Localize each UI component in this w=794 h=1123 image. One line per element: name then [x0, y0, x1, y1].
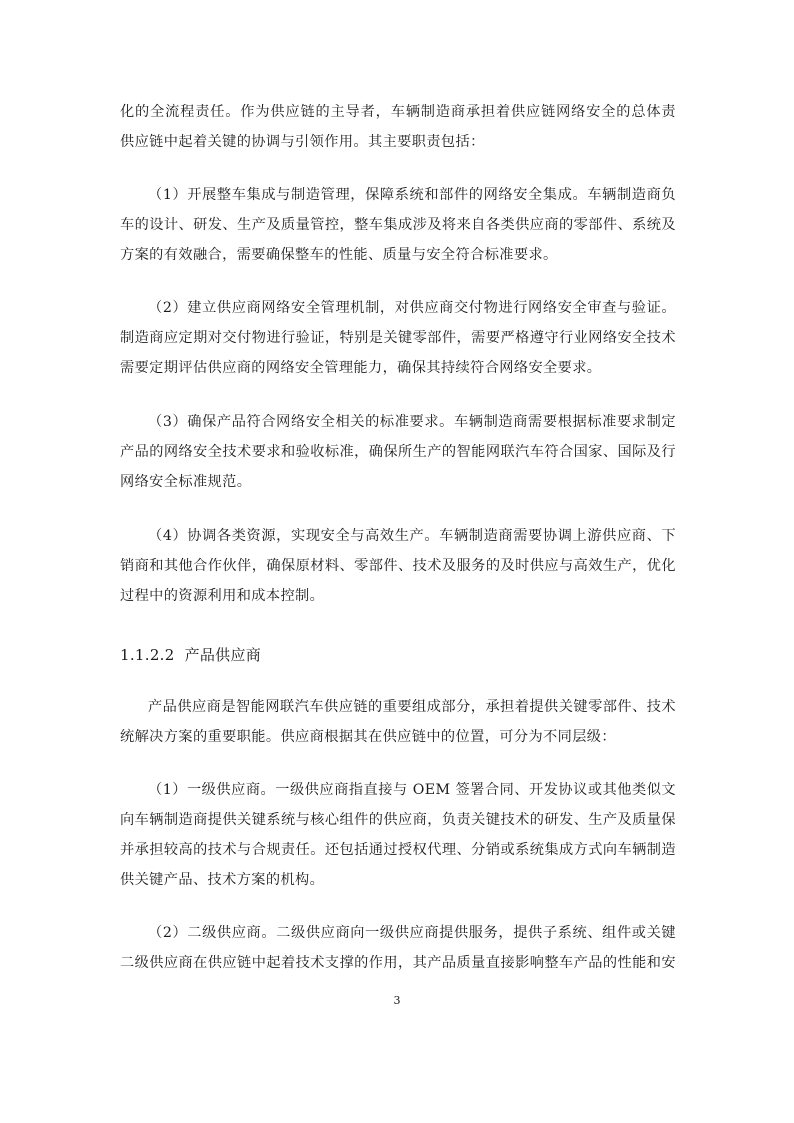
- paragraph-line: （1）一级供应商。一级供应商指直接与 OEM 签署合同、开发协议或其他类似文: [148, 782, 676, 798]
- paragraph-line: 销商和其他合作伙伴，确保原材料、零部件、技术及服务的及时供应与高效生产，优化: [120, 558, 676, 574]
- paragraph-line: 产品供应商是智能网联汽车供应链的重要组成部分，承担着提供关键零部件、技术: [148, 699, 676, 715]
- paragraph-line: （3）确保产品符合网络安全相关的标准要求。车辆制造商需要根据标准要求制定: [148, 414, 676, 430]
- paragraph-line: 二级供应商在供应链中起着技术支撑的作用，其产品质量直接影响整车产品的性能和安: [120, 955, 676, 971]
- paragraph-line: 统解决方案的重要职能。供应商根据其在供应链中的位置，可分为不同层级：: [120, 729, 616, 745]
- paragraph-duty-4: [120, 521, 676, 611]
- paragraph-line: 制造商应定期对交付物进行验证，特别是关键零部件，需要严格遵守行业网络安全技术: [120, 330, 676, 346]
- paragraph-supplier-intro: [120, 692, 676, 752]
- paragraph-line: 网络安全标准规范。: [120, 474, 252, 490]
- paragraph-line: （4）协调各类资源，实现安全与高效生产。车辆制造商需要协调上游供应商、下: [148, 528, 676, 544]
- section-heading: [120, 640, 261, 670]
- paragraph-duty-2: [120, 293, 676, 383]
- paragraph-line: 化的全流程责任。作为供应链的主导者，车辆制造商承担着供应链网络安全的总体责: [120, 104, 676, 120]
- section-number: 1.1.2.2: [120, 646, 175, 664]
- paragraph-line: 供应链中起着关键的协调与引领作用。其主要职责包括：: [120, 134, 485, 150]
- paragraph-line: 方案的有效融合，需要确保整车的性能、质量与安全符合标准要求。: [120, 247, 558, 263]
- paragraph-line: 并承担较高的技术与合规责任。还包括通过授权代理、分销或系统集成方式向车辆制造: [120, 842, 676, 858]
- paragraph-line: 供关键产品、技术方案的机构。: [120, 872, 325, 888]
- paragraph-line: 产品的网络安全技术要求和验收标准，确保所生产的智能网联汽车符合国家、国际及行: [120, 444, 676, 460]
- paragraph-duty-1: [120, 180, 676, 270]
- paragraph-line: （1）开展整车集成与制造管理，保障系统和部件的网络安全集成。车辆制造商负: [148, 187, 676, 203]
- page-number: 3: [393, 994, 401, 1007]
- paragraph-line: （2）二级供应商。二级供应商向一级供应商提供服务，提供子系统、组件或关键: [148, 925, 676, 941]
- paragraph-line: 向车辆制造商提供关键系统与核心组件的供应商，负责关键技术的研发、生产及质量保: [120, 812, 676, 828]
- paragraph-line: 车的设计、研发、生产及质量管控，整车集成涉及将来自各类供应商的零部件、系统及: [120, 217, 676, 233]
- paragraph-continuation: [120, 97, 676, 157]
- paragraph-duty-3: [120, 407, 676, 497]
- paragraph-tier-2: [120, 918, 676, 978]
- section-title: 产品供应商: [184, 646, 262, 664]
- paragraph-line: 需要定期评估供应商的网络安全管理能力，确保其持续符合网络安全要求。: [120, 360, 602, 376]
- paragraph-tier-1: [120, 775, 676, 895]
- paragraph-line: （2）建立供应商网络安全管理机制，对供应商交付物进行网络安全审查与验证。: [148, 300, 676, 316]
- paragraph-line: 过程中的资源利用和成本控制。: [120, 588, 325, 604]
